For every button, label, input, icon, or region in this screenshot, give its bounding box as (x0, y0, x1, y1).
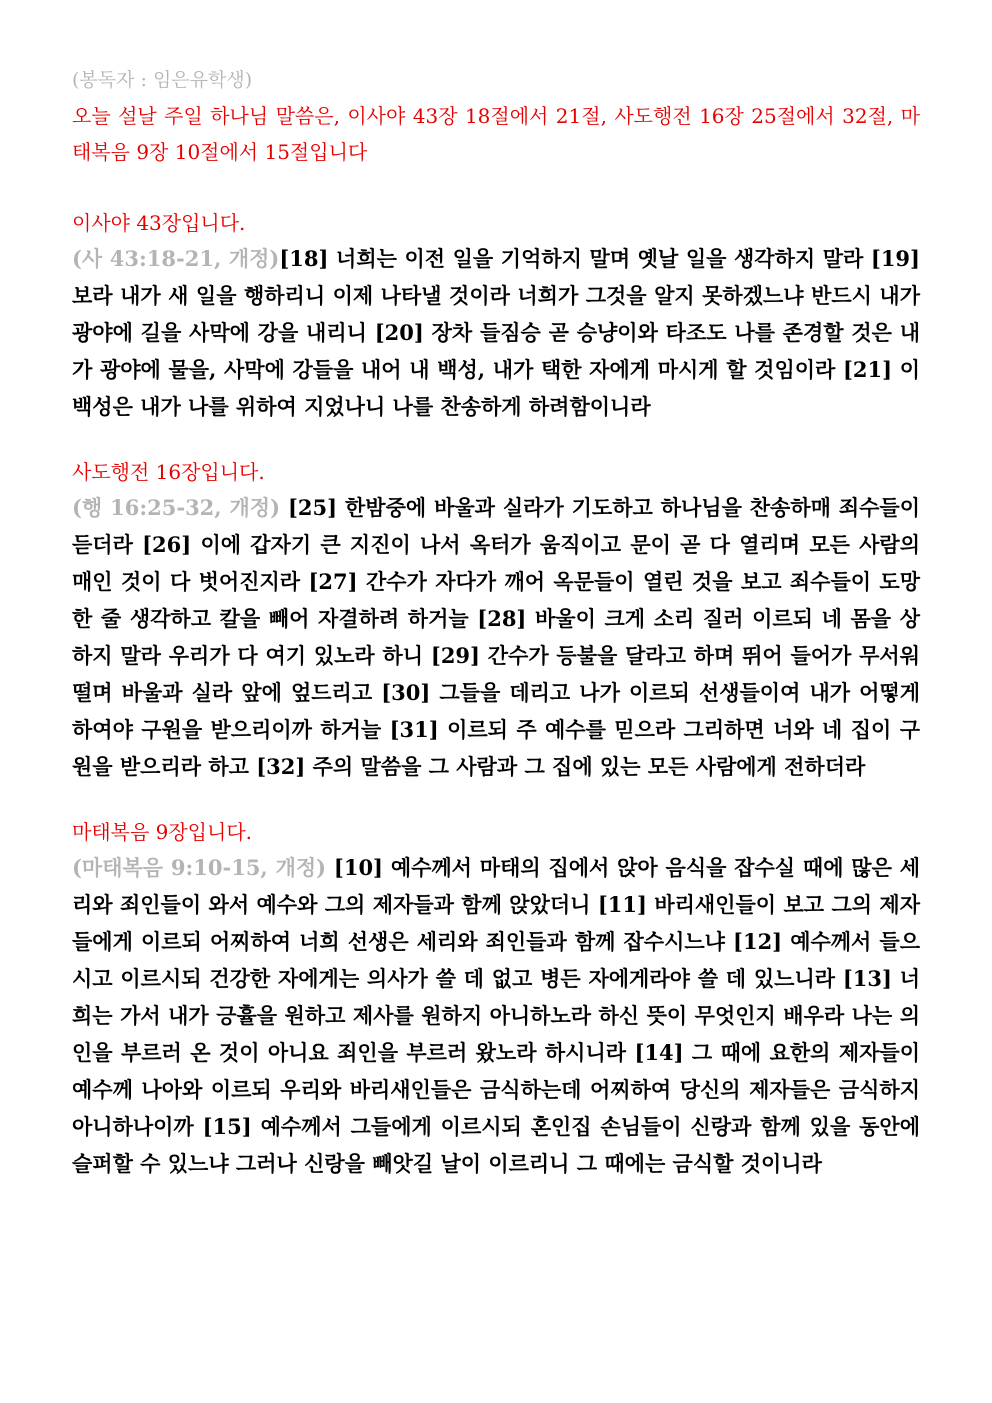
scripture-body: [10] 예수께서 마태의 집에서 앉아 음식을 잡수실 때에 많은 세리와 죄인들이 와서 예수와 그의 제자들과 함께 앉았더니 [11] 바리새인들이 보고 그의 제자들에게 이르되 어찌하여 너희 선생은 세리와 죄인들과 함께 잡수시느냐 [12] 예수께서 들으시고 이르시되 건강한 자에게는 의사가 쓸 데 없고 병든 자에게라야 쓸 데 있느니라 [13] 너희는 가서 내가 긍휼을 원하고 제사를 원하지 아니하노라 하신 뜻이 무엇인지 배우라 나는 의인을 부르러 온 것이 아니요 죄인을 부르러 왔노라 하시니라 [14] 그 때에 요한의 제자들이 예수께 나아와 이르되 우리와 바리새인들은 금식하는데 어찌하여 당신의 제자들은 금식하지 아니하나이까 [15] 예수께서 그들에게 이르시되 혼인집 손님들이 신랑과 함께 있을 동안에 슬퍼할 수 있느냐 그러나 신랑을 빼앗길 날이 이르리니 그 때에는 금식할 것이니라 (72, 855, 920, 1176)
section-heading: 사도행전 16장입니다. (72, 460, 265, 484)
spacer (72, 785, 920, 815)
reader-note: (봉독자 : 임은유학생) (72, 69, 253, 91)
scripture-reference: (행 16:25-32, 개정) (72, 495, 281, 520)
passage-text (72, 240, 920, 425)
spacer (72, 170, 920, 206)
scripture-body: [25] 한밤중에 바울과 실라가 기도하고 하나님을 찬송하매 죄수들이 듣더라 [26] 이에 갑자기 큰 지진이 나서 옥터가 움직이고 문이 곧 다 열리며 모든 사람의 매인 것이 다 벗어진지라 [27] 간수가 자다가 깨어 옥문들이 열린 것을 보고 죄수들이 도망한 줄 생각하고 칼을 빼어 자결하려 하거늘 [28] 바울이 크게 소리 질러 이르되 네 몸을 상하지 말라 우리가 다 여기 있노라 하니 [29] 간수가 등불을 달라고 하며 뛰어 들어가 무서워 떨며 바울과 실라 앞에 엎드리고 [30] 그들을 데리고 나가 이르되 선생들이여 내가 어떻게 하여야 구원을 받으리이까 하거늘 [31] 이르되 주 예수를 믿으라 그리하면 너와 네 집이 구원을 받으리라 하고 [32] 주의 말씀을 그 사람과 그 집에 있는 모든 사람에게 전하더라 (72, 495, 920, 779)
section-matthew (72, 815, 920, 1182)
section-acts (72, 455, 920, 785)
scripture-reference: (마태복음 9:10-15, 개정) (72, 855, 327, 880)
section-heading: 마태복음 9장입니다. (72, 820, 252, 844)
passage-text (72, 489, 920, 785)
scripture-reference: (사 43:18-21, 개정) (72, 246, 280, 271)
document-page (72, 62, 920, 1182)
section-isaiah (72, 206, 920, 425)
intro-text: 오늘 설날 주일 하나님 말씀은, 이사야 43장 18절에서 21절, 사도행전 16장 25절에서 32절, 마태복음 9장 10절에서 15절입니다 (72, 104, 920, 164)
passage-text (72, 849, 920, 1182)
spacer (72, 425, 920, 455)
section-heading: 이사야 43장입니다. (72, 211, 246, 235)
scripture-body: [18] 너희는 이전 일을 기억하지 말며 옛날 일을 생각하지 말라 [19] 보라 내가 새 일을 행하리니 이제 나타낼 것이라 너희가 그것을 알지 못하겠느냐 반드시 내가 광야에 길을 사막에 강을 내리니 [20] 장차 들짐승 곧 승냥이와 타조도 나를 존경할 것은 내가 광야에 물을, 사막에 강들을 내어 내 백성, 내가 택한 자에게 마시게 할 것임이라 [21] 이 백성은 내가 나를 위하여 지었나니 나를 찬송하게 하려함이니라 (72, 246, 920, 419)
